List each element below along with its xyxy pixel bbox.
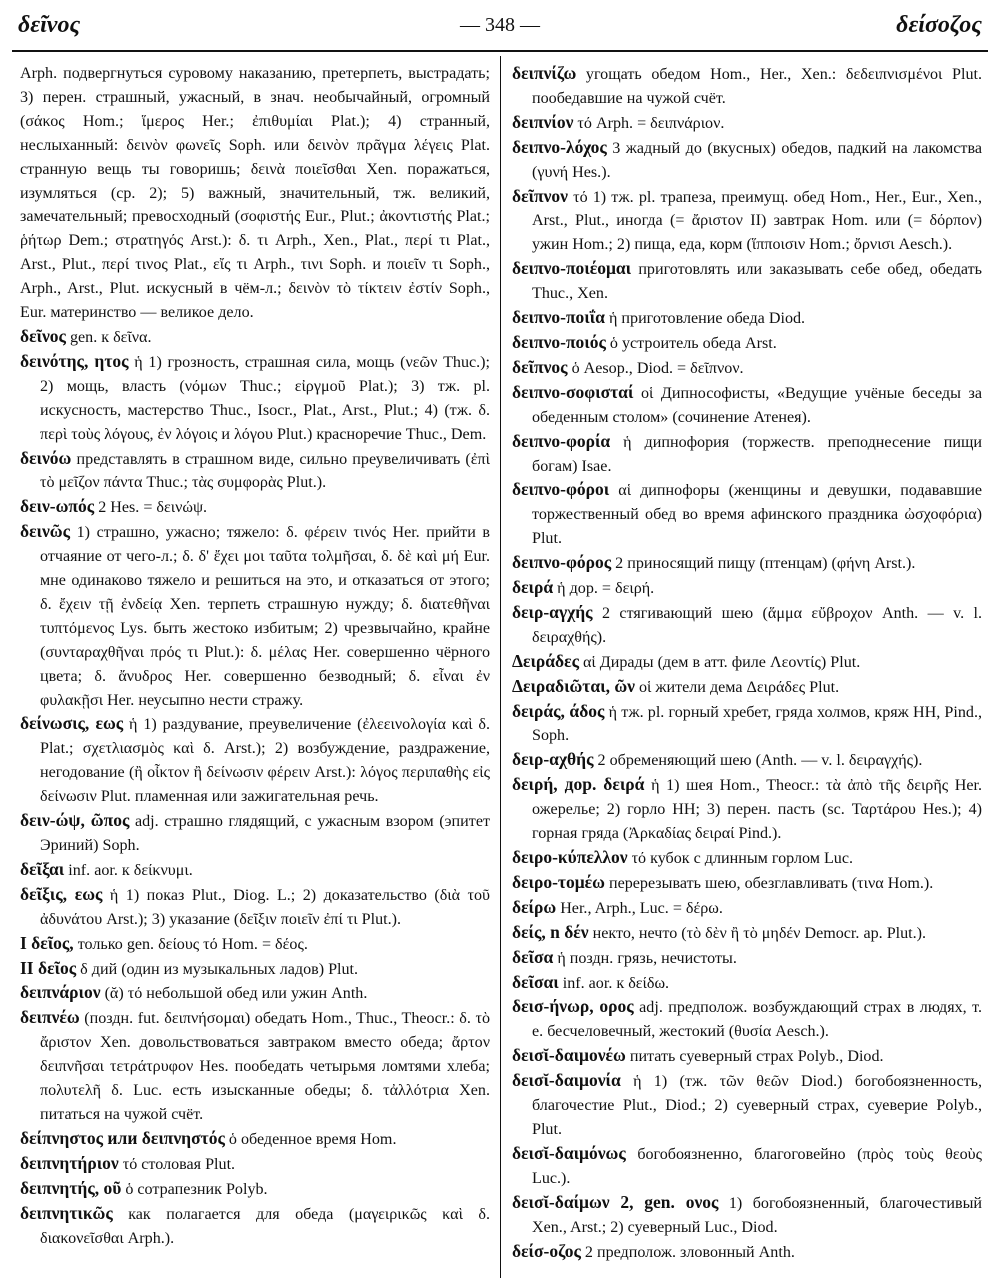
left-column (20, 62, 490, 1276)
entry-definition: αἱ Дирады (дем в атт. филе Λεοντίς) Plut. (582, 653, 861, 671)
entry-headword: δεισῐ-δαιμονέω (512, 1045, 626, 1066)
entry-headword: δειπνίζω (512, 63, 577, 83)
dictionary-entry (512, 971, 982, 996)
dictionary-entry (512, 331, 982, 356)
dictionary-entry (512, 381, 982, 430)
entry-definition: ὁ сотрапезник Polyb. (125, 1180, 268, 1198)
entry-headword: Δειραδιῶται, ῶν (512, 675, 635, 696)
dictionary-entry (512, 136, 982, 185)
entry-definition: οἱ жители дема Δειράδες Plut. (638, 678, 840, 696)
dictionary-entry (512, 748, 982, 773)
entry-definition: ἡ 1) раздувание, преувеличение (ἐλεεινολογία καὶ δ. Plat.; σχετλιασμὸς καὶ δ. Arst.); 2) возбуждение, раздражение, негодование (ἢ οἶκτον ἢ δείνωσιν φέρειν Arst.): λόγος περιπαθὴς εἰς δείνωσιν Plut. пламенная или зажигательная речь. (40, 716, 490, 806)
entry-definition: ὁ устроитель обеда Arst. (609, 334, 777, 352)
dictionary-entry (512, 576, 982, 601)
entry-definition: угощать обедом Hom., Her., Xen.: δεδειπνισμένοι Plut. пообедавшие на чужой счёт. (532, 66, 982, 107)
entry-definition: Her., Arph., Luc. = δέρω. (560, 899, 723, 917)
entry-definition: Arph. подвергнуться суровому наказанию, претерпеть, выстрадать; 3) перен. страшный, ужасный, в знач. необычайный, огромный (σάκος Hom.; ἵμερος Her.; ἐπιθυμίαι Plat.); 4) странный, неслыханный: δεινὸν φωνεῖς Soph. или δεινὸν πρᾶγμα λέγεις Plat. странную вещь ты говоришь; δεινὰ ποιεῖσθαι Xen. поражаться, изумляться (ср. 2); 5) важный, значительный, тж. великий, замечательный; превосходный (σοφιστής Eur., Plut.; ἀκοντιστής Plat.; ῥήτωρ Dem.; στρατηγός Arst.): δ. τι Arph., Xen., Plat., περί τι Plat., Arst., Plut., περί τινος Plat., εἴς τι Arph., τινι Soph. и ποιεῖν τι Soph., Arph., Arst., Plut. искусный в чём-л.; δεινὸν τὸ τίκτειν ἐστίν Soph., Eur. материнство — великое дело. (20, 65, 490, 322)
left-running-headword: δεῖνος (18, 12, 81, 38)
dictionary-entry (20, 957, 490, 982)
dictionary-entry (512, 1191, 982, 1240)
entry-headword: δειν-ώψ, ῶπος (20, 810, 130, 831)
entry-definition: ἡ 1) показ Plut., Diog. L.; 2) доказательство (διὰ τοῦ ἀδυνάτου Arst.); 3) указание (δεῖξιν ποιεῖν ἐπί τι Plut.). (40, 886, 490, 928)
entry-definition: inf. aor. к δείδω. (562, 974, 670, 992)
entry-headword: δειπνητικῶς (20, 1202, 113, 1223)
dictionary-entry (20, 858, 490, 883)
entry-definition: 2 приносящий пищу (птенцам) (φήνη Arst.). (615, 555, 916, 573)
entry-headword: δεῖσα (512, 946, 554, 967)
entry-definition: ἡ дор. = δειρή. (557, 580, 655, 598)
dictionary-entry (512, 871, 982, 896)
page-number: — 348 — (460, 14, 540, 36)
entry-definition: представлять в страшном виде, сильно преувеличивать (ἐπὶ τὸ μεῖζον πάντα Thuc.; τὰς συμφορὰς Plut.). (40, 450, 490, 492)
entry-definition: питать суеверный страх Polyb., Diod. (629, 1048, 884, 1066)
entry-headword: δεισῐ-δαίμων 2, gen. ονος (512, 1191, 719, 1212)
dictionary-entry (512, 921, 982, 946)
entry-definition: τό Arph. = δειπνάριον. (577, 114, 725, 132)
dictionary-entry (512, 896, 982, 921)
entry-definition: некто, нечто (τὸ δὲν ἢ τὸ μηδέν Democr. ap. Plut.). (592, 924, 927, 942)
entry-definition: (ᾰ) τό небольшой обед или ужин Anth. (104, 985, 368, 1003)
entry-headword: δεινόω (20, 447, 72, 468)
entry-definition: ἡ 1) (тж. τῶν θεῶν Diod.) богобоязненность, благочестие Plut., Diod.; 2) суеверный страх, суеверие Polyb., Plut. (532, 1073, 982, 1138)
entry-headword: δειπνο-φόρος (512, 552, 612, 573)
dictionary-entry (512, 306, 982, 331)
entry-headword: δειπνάριον (20, 982, 101, 1003)
entry-headword: δειρά (512, 577, 554, 598)
dictionary-entry (20, 325, 490, 350)
entry-headword: δειρή, дор. δειρά (512, 774, 645, 795)
entry-definition: ἡ 1) шея Hom., Theocr.: τὰ ἀπὸ τῆς δειρῆς Her. ожерелье; 2) горло HH; 3) перен. пасть (sc. Ταρτάρου Hes.); 4) горная гряда (Ἀρκαδίας δειραί Pind.). (532, 777, 982, 843)
dictionary-entry (512, 650, 982, 675)
entry-definition: 2 стягивающий шею (ἅμμα εὔβροχον Anth. — v. l. δειραχθής). (532, 604, 982, 646)
dictionary-entry (512, 773, 982, 846)
entry-definition: gen. к δεῖνα. (69, 328, 152, 346)
dictionary-entry (20, 809, 490, 858)
dictionary-entry (512, 995, 982, 1044)
entry-headword: δειπνο-λόχος (512, 136, 607, 157)
dictionary-entry (20, 495, 490, 520)
entry-headword: δειπνο-ποιέομαι (512, 258, 632, 279)
entry-definition: приготовлять или заказывать себе обед, обедать Thuc., Xen. (532, 261, 982, 303)
dictionary-entry (512, 478, 982, 551)
dictionary-entry (512, 551, 982, 576)
entry-definition: 1) страшно, ужасно; тяжело: δ. φέρειν τινός Her. прийти в отчаяние от чего-л.; δ. δ' ἔχει μοι ταῦτα τολμῆσαι, δ. δὲ καὶ μή Eur. мне одинаково тяжело и решиться на это, и отказаться от этого; δ. ἔχειν τῇ ἐνδείᾳ Xen. терпеть страшную нужду; δ. διατεθῆναι τυπτόμενος Lys. быть жестоко избитым; 2) чрезвычайно, крайне (συνταραχθῆναι πρός τι Plut.): δ. μέλας Her. совершенно чёрного цвета; δ. ἄνυδρος Her. совершенно безводный; δ. εἶναι ἐν φυλακῇσι Her. неусыпно нести стражу. (40, 524, 490, 709)
entry-definition: adj. предполож. возбуждающий страх в людях, т. е. бесчеловечный, жестокий (θυσία Aesch.). (532, 999, 982, 1041)
dictionary-entry (20, 447, 490, 496)
header-rule (12, 50, 988, 52)
dictionary-entry (512, 1142, 982, 1191)
entry-headword: δείπνηστος или δειπνηστός (20, 1127, 225, 1148)
dictionary-entry (20, 883, 490, 932)
dictionary-entry (512, 1240, 982, 1265)
entry-definition: ἡ дипнофория (торжеств. преподнесение пищи богам) Isae. (532, 433, 982, 475)
entry-definition: богобоязненно, благоговейно (πρὸς τοὺς θεοὺς Luc.). (532, 1145, 982, 1187)
entry-definition: ὁ Aesop., Diod. = δεῖπνον. (571, 359, 744, 377)
entry-headword: δεῖξαι (20, 858, 65, 879)
dictionary-entry (20, 932, 490, 957)
dictionary-entry (20, 1006, 490, 1127)
entry-definition: 2 обременяющий шею (Anth. — v. l. δειραγχής). (597, 752, 923, 770)
entry-headword: I δεῖος, (20, 932, 74, 953)
dictionary-entry (20, 1202, 490, 1251)
column-divider (500, 56, 501, 1278)
dictionary-entry (512, 430, 982, 479)
dictionary-entry (20, 712, 490, 809)
entry-definition: τό столовая Plut. (122, 1155, 236, 1173)
entry-definition: δ дий (один из музыкальных ладов) Plut. (80, 960, 359, 978)
entry-definition: ἡ приготовление обеда Diod. (608, 310, 806, 328)
entry-headword: δείς, n δέν (512, 921, 589, 942)
entry-headword: δειρ-αγχής (512, 601, 593, 622)
entry-definition: ἡ поздн. грязь, нечистоты. (557, 949, 737, 967)
entry-headword: δειράς, άδος (512, 700, 605, 721)
entry-headword: δειπνο-φορία (512, 430, 611, 451)
entry-headword: δεῖξις, εως (20, 883, 103, 904)
dictionary-entry (20, 1177, 490, 1202)
entry-definition: ἡ тж. pl. горный хребет, гряда холмов, кряж HH, Pind., Soph. (532, 703, 982, 745)
entry-definition: только gen. δείους τό Hom. = δέος. (77, 935, 308, 953)
dictionary-entry (512, 185, 982, 258)
dictionary-entry (512, 601, 982, 650)
dictionary-entry (512, 846, 982, 871)
entry-headword: δειπνο-φόροι (512, 479, 610, 500)
entry-headword: δειρο-κύπελλον (512, 847, 628, 867)
entry-headword: δειπνητήριον (20, 1152, 119, 1173)
entry-definition: 3 жадный до (вкусных) обедов, падкий на лакомства (γυνή Hes.). (532, 139, 982, 181)
dictionary-entry (20, 520, 490, 712)
entry-headword: δεῖπνον (512, 185, 568, 206)
dictionary-entry (20, 1127, 490, 1152)
entry-headword: δείρω (512, 896, 557, 917)
dictionary-entry (512, 111, 982, 136)
entry-headword: δεῖσαι (512, 971, 559, 992)
entry-headword: δειρ-αχθής (512, 749, 594, 770)
dictionary-entry (512, 1044, 982, 1069)
entry-definition: ἡ 1) грозность, страшная сила, мощь (νεῶν Thuc.); 2) мощь, власть (νόμων Thuc.; εἰργμοῦ Plat.); 3) тж. pl. искусность, мастерство Thuc., Isocr., Plat., Arst., Plut.; 4) (тж. δ. περὶ τοὺς λόγους, ἐν λόγοις и λόγου Plut.) красноречие Thuc., Dem. (40, 353, 490, 443)
entry-definition: 1) богобоязненный, благочестивый Xen., Arst.; 2) суеверный Luc., Diod. (532, 1194, 982, 1236)
entry-definition: αἱ дипнофоры (женщины и девушки, подававшие торжественный обед во время афинского праздника ὠσχοφόρια) Plut. (532, 482, 982, 548)
entry-headword: δεῖπνος (512, 356, 568, 377)
entry-headword: δειπνο-ποιΐα (512, 307, 605, 328)
dictionary-entry (512, 62, 982, 111)
entry-definition: 2 предполож. зловонный Anth. (584, 1243, 795, 1261)
entry-definition: inf. aor. к δείκνυμι. (68, 861, 193, 879)
entry-headword: δειπνο-σοφισταί (512, 381, 634, 402)
entry-headword: δειπνίον (512, 111, 574, 132)
entry-definition: τό 1) тж. pl. трапеза, преимущ. обед Hom., Her., Eur., Xen., Arst., Plut., иногда (= ἄριστον II) завтрак Hom. или (= δόρπον) ужин Hom.; 2) пища, еда, корм (ἵπποισιν Hom.; ὄρνισι Aesch.). (532, 188, 982, 254)
right-column (512, 62, 982, 1276)
dictionary-entry (512, 946, 982, 971)
dictionary-entry (20, 1152, 490, 1177)
entry-headword: δειν-ωπός (20, 496, 95, 517)
entry-headword: δείνωσις, εως (20, 713, 124, 734)
entry-definition: перерезывать шею, обезглавливать (τινα Hom.). (608, 874, 934, 892)
dictionary-entry (20, 981, 490, 1006)
entry-headword: δείσ-οζος (512, 1240, 581, 1261)
dictionary-entry (512, 675, 982, 700)
entry-definition: как полагается для обеда (μαγειρικῶς καὶ δ. διακονεῖσθαι Arph.). (40, 1205, 490, 1247)
entry-headword: δειπνητής, οῦ (20, 1177, 122, 1198)
entry-headword: δεισῐ-δαιμόνως (512, 1142, 626, 1163)
page-header (12, 10, 988, 46)
entry-headword: δεισ-ήνωρ, ορος (512, 996, 634, 1017)
dictionary-entry (20, 62, 490, 325)
entry-headword: δεινότης, ητος (20, 350, 129, 371)
entry-definition: 2 Hes. = δεινώψ. (98, 499, 208, 517)
entry-definition: adj. страшно глядящий, с ужасным взором (эпитет Эриний) Soph. (40, 813, 490, 854)
dictionary-entry (20, 350, 490, 447)
entry-headword: Δειράδες (512, 650, 579, 671)
dictionary-entry (512, 356, 982, 381)
entry-definition: (поздн. fut. δειπνήσομαι) обедать Hom., Thuc., Theocr.: δ. τὸ ἄριστον Xen. довольствоваться завтраком вместо обеда; ἄρτον δειπνῆσαι τετράτρυφον Hes. пообедать четырьмя ломтями хлеба; πολυτελῆ δ. Luc. есть изысканные обеды; δ. τἀλλότρια Xen. питаться на чужой счёт. (40, 1010, 490, 1123)
entry-definition: οἱ Дипнософисты, «Ведущие учёные беседы за обеденным столом» (сочинение Атенея). (532, 384, 982, 426)
entry-headword: δεῖνος (20, 325, 66, 346)
dictionary-entry (512, 257, 982, 306)
dictionary-entry (512, 700, 982, 749)
dictionary-entry (512, 1069, 982, 1142)
entry-headword: δειπνέω (20, 1007, 80, 1028)
entry-headword: δειρο-τομέω (512, 871, 605, 892)
entry-definition: ὁ обеденное время Hom. (228, 1130, 397, 1148)
entry-headword: δειπνο-ποιός (512, 331, 606, 352)
entry-headword: δεινῶς (20, 521, 70, 542)
entry-headword: II δεῖος (20, 957, 77, 978)
entry-definition: τό кубок с длинным горлом Luc. (631, 850, 853, 867)
right-running-headword: δείσοζος (896, 12, 982, 38)
entry-headword: δεισῐ-δαιμονία (512, 1070, 621, 1091)
